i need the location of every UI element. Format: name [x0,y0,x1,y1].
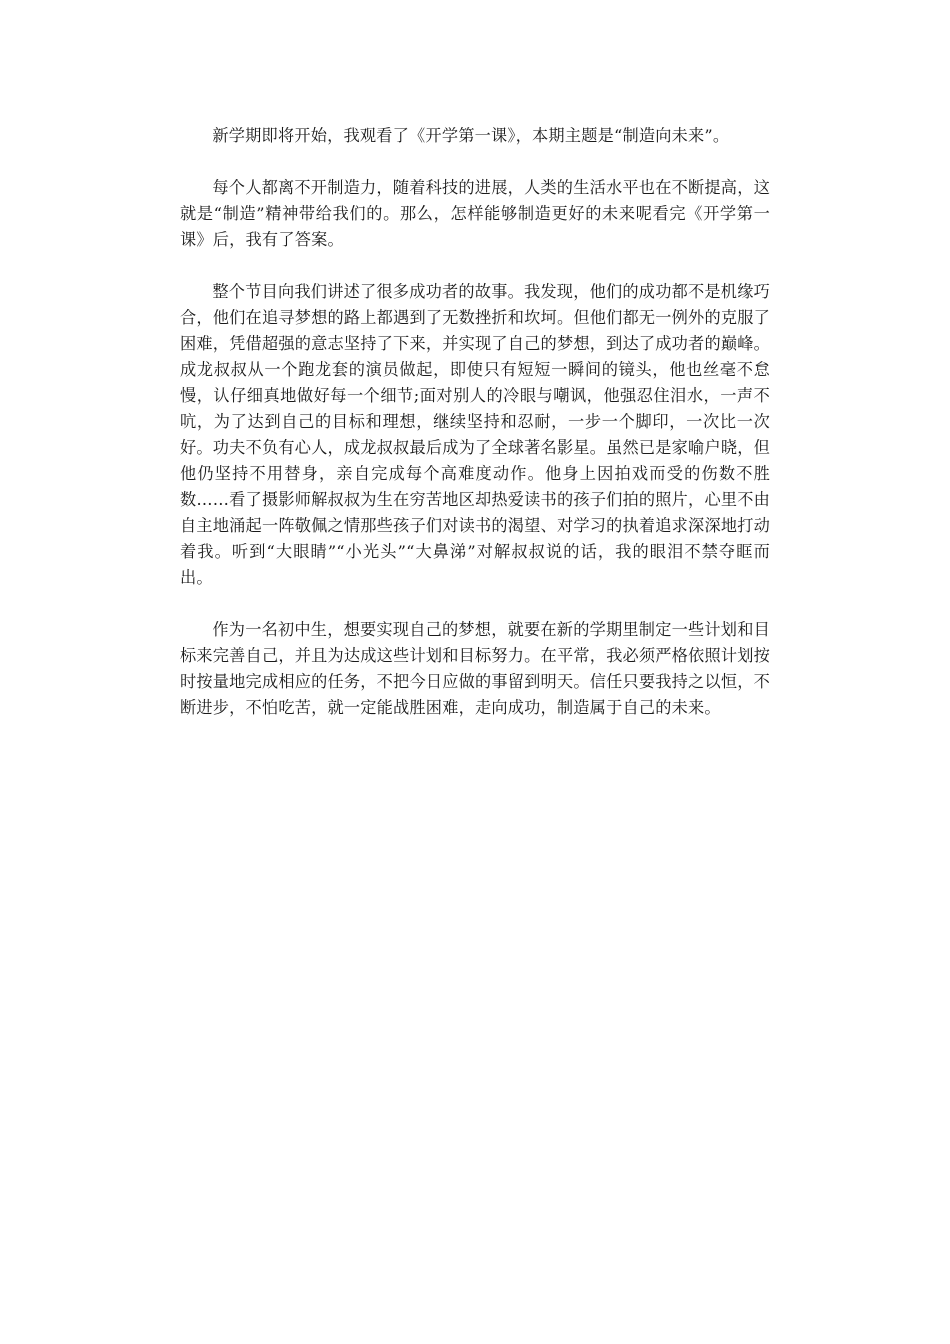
paragraph-intro: 新学期即将开始，我观看了《开学第一课》，本期主题是“制造向未来”。 [212,126,730,145]
paragraph-conclusion: 作为一名初中生，想要实现自己的梦想，就要在新的学期里制定一些计划和目标来完善自己，并且为达成这些计划和目标努力。在平常，我必须严格依照计划按时按量地完成相应的任务，不把今日应做的事留到明天。信任只要我持之以恒，不断进步，不怕吃苦，就一定能战胜困难，走向成功，制造属于自己的未来。 [180,620,770,717]
paragraph-success-stories: 整个节目向我们讲述了很多成功者的故事。我发现，他们的成功都不是机缘巧合，他们在追寻梦想的路上都遇到了无数挫折和坎坷。但他们都无一例外的克服了困难，凭借超强的意志坚持了下来，并实现了自己的梦想，到达了成功者的巅峰。成龙叔叔从一个跑龙套的演员做起，即使只有短短一瞬间的镜头，他也丝毫不怠慢，认仔细真地做好每一个细节;面对别人的冷眼与嘲讽，他强忍住泪水，一声不吭，为了达到自己的目标和理想，继续坚持和忍耐，一步一个脚印，一次比一次好。功夫不负有心人，成龙叔叔最后成为了全球著名影星。虽然已是家喻户晓，但他仍坚持不用替身，亲自完成每个高难度动作。他身上因拍戏而受的伤数不胜数……看了摄影师解叔叔为生在穷苦地区却热爱读书的孩子们拍的照片，心里不由自主地涌起一阵敬佩之情那些孩子们对读书的渴望、对学习的执着追求深深地打动着我。听到“大眼睛”“小光头”“大鼻涕”对解叔叔说的话，我的眼泪不禁夺眶而出。 [180,282,770,587]
paragraph-manufacturing: 每个人都离不开制造力，随着科技的进展，人类的生活水平也在不断提高，这就是“制造”精神带给我们的。那么，怎样能够制造更好的未来呢看完《开学第一课》后，我有了答案。 [180,178,770,249]
document-page [180,123,770,747]
